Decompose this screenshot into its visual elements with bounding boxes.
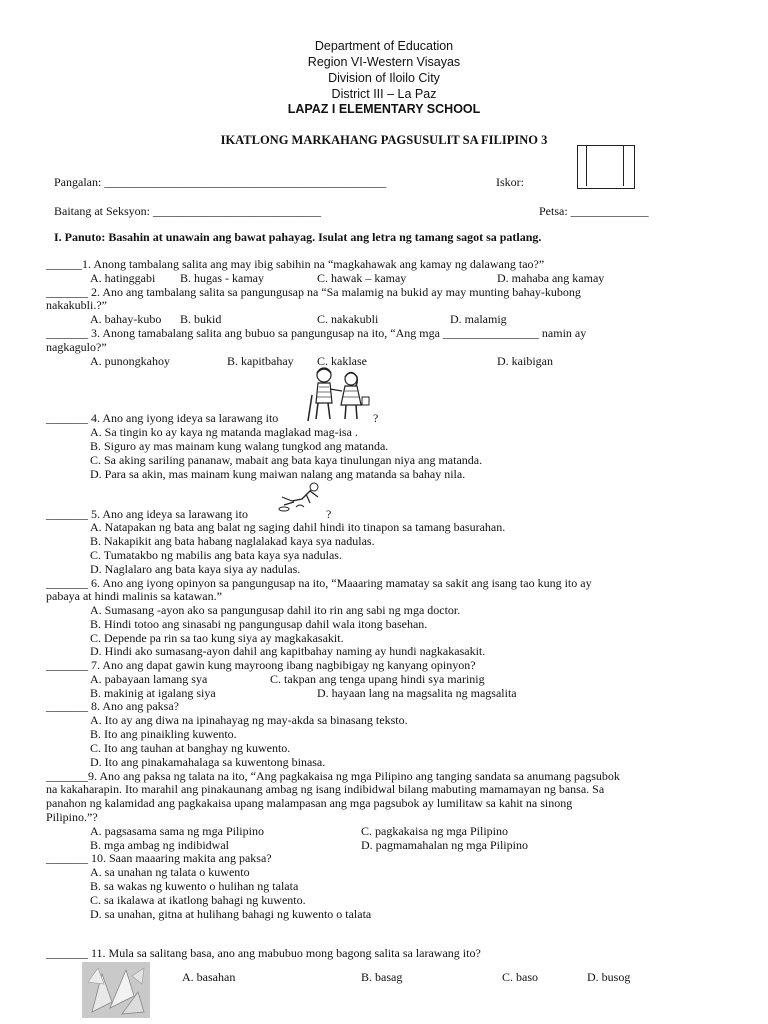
score-box[interactable] [577,145,635,189]
broken-glass-picture [82,962,150,1018]
old-man-and-child-picture [306,365,372,423]
q10-choice-c[interactable]: C. sa ikalawa at ikatlong bahagi ng kuwento. [90,893,306,907]
score-label: Iskor: [496,175,524,189]
q8-choice-d[interactable]: D. Ito ang pinakamahalaga sa kuwentong binasa. [90,755,326,769]
q4-choice-a[interactable]: A. Sa tingin ko ay kaya ng matanda maglakad mag-isa . [90,425,358,439]
q6-stem-line1: _______ 6. Ano ang iyong opinyon sa pangungusap na ito, “Maaaring mamatay sa sakit ang isang tao kung ito ay [46,576,592,590]
q9-stem-line1: _______9. Ano ang paksa ng talata na ito, “Ang pagkakaisa ng mga Pilipino ang tanging sandata sa anumang pagsubok [46,769,620,783]
header-division: Division of Iloilo City [328,71,440,85]
child-slipping-picture [276,481,324,513]
q6-choice-c[interactable]: C. Depende pa rin sa tao kung siya ay magkakasakit. [90,631,344,645]
header-district: District III – La Paz [331,87,437,101]
q1-choice-b[interactable]: B. hugas - kamay [180,271,264,285]
q5-choice-c[interactable]: C. Tumatakbo ng mabilis ang bata kaya sya nadulas. [90,548,342,562]
q11-choice-d[interactable]: D. busog [587,970,631,984]
q9-choice-c[interactable]: C. pagkakaisa ng mga Pilipino [361,824,508,838]
q9-choice-a[interactable]: A. pagsasama sama ng mga Pilipino [90,824,264,838]
q5-choice-d[interactable]: D. Naglalaro ang bata kaya siya ay nadulas. [90,562,301,576]
q6-choice-d[interactable]: D. Hindi ako sumasang-ayon dahil ang kapitbahay naming ay hundi nagkakasakit. [90,644,486,658]
q11-choice-a[interactable]: A. basahan [182,970,236,984]
q3-choice-d[interactable]: D. kaibigan [497,354,553,368]
exam-title: IKATLONG MARKAHANG PAGSUSULIT SA FILIPINO 3 [220,133,548,147]
q1-choice-a[interactable]: A. hatinggabi [90,271,156,285]
q7-choice-a[interactable]: A. pabayaan lamang sya [90,672,208,686]
q1-choice-d[interactable]: D. mahaba ang kamay [497,271,605,285]
q6-choice-a[interactable]: A. Sumasang -ayon ako sa pangungusap dahil ito rin ang sabi ng mga doctor. [90,603,461,617]
q8-choice-a[interactable]: A. Ito ay ang diwa na ipinahayag ng may-akda sa binasang teksto. [90,713,408,727]
q10-choice-b[interactable]: B. sa wakas ng kuwento o hulihan ng talata [90,879,299,893]
q6-choice-b[interactable]: B. Hindi totoo ang sinasabi ng pangungusap dahil wala itong basehan. [90,617,428,631]
header-dept: Department of Education [314,39,454,53]
q7-choice-d[interactable]: D. hayaan lang na magsalita ng magsalita [317,686,517,700]
q10-stem: _______ 10. Saan maaaring makita ang paksa? [46,851,272,865]
q1-choice-c[interactable]: C. hawak – kamay [317,271,407,285]
q6-stem-line2: pabaya at hindi malinis sa katawan.” [46,589,222,603]
q8-stem: _______ 8. Ano ang paksa? [46,699,179,713]
q5-choice-a[interactable]: A. Natapakan ng bata ang balat ng saging dahil hindi ito tinapon sa tamang basurahan. [90,520,506,534]
header-region: Region VI-Western Visayas [307,55,461,69]
q9-choice-d[interactable]: D. pagmamahalan ng mga Pilipino [361,838,528,852]
school-name: LAPAZ I ELEMENTARY SCHOOL [287,102,481,116]
q1-stem: ______1. Anong tambalang salita ang may ibig sabihin na “magkahawak ang kamay ng dalawang tao?” [46,257,545,271]
q3-choice-b[interactable]: B. kapitbahay [227,354,294,368]
q5-choice-b[interactable]: B. Nakapikit ang bata habang naglalakad kaya sya nadulas. [90,534,375,548]
name-field[interactable]: Pangalan: _______________________________________________ [54,175,387,189]
q11-choice-c[interactable]: C. baso [502,970,538,984]
q2-choice-c[interactable]: C. nakakubli [317,312,379,326]
q4-stem: _______ 4. Ano ang iyong ideya sa larawang ito [46,411,279,425]
q3-stem-line2: nagkagulo?” [46,340,107,354]
q10-choice-d[interactable]: D. sa unahan, gitna at hulihang bahagi ng kuwento o talata [90,907,372,921]
q9-stem-line4: Pilipino.”? [46,810,98,824]
q10-choice-a[interactable]: A. sa unahan ng talata o kuwento [90,865,250,879]
q5-question-mark: ? [326,507,332,521]
date-field[interactable]: Petsa: _____________ [539,204,649,218]
q4-choice-b[interactable]: B. Siguro ay mas mainam kung walang tungkod ang matanda. [90,439,389,453]
q2-stem-line1: _______ 2. Ano ang tambalang salita sa pangungusap na “Sa malamig na bukid ay may munting bahay-kubong [46,285,581,299]
q5-stem: _______ 5. Ano ang ideya sa larawang ito [46,507,248,521]
q3-stem-line1: _______ 3. Anong tamabalang salita ang bubuo sa pangungusap na ito, “Ang mga ________________ namin ay [46,326,587,340]
q2-stem-line2: nakakubli.?” [46,298,107,312]
q3-choice-a[interactable]: A. punongkahoy [90,354,170,368]
instructions: I. Panuto: Basahin at unawain ang bawat pahayag. Isulat ang letra ng tamang sagot sa patlang. [54,230,542,244]
q3-choice-c[interactable]: C. kaklase [317,354,367,368]
q8-choice-c[interactable]: C. Ito ang tauhan at banghay ng kuwento. [90,741,291,755]
q2-choice-b[interactable]: B. bukid [180,312,222,326]
q2-choice-d[interactable]: D. malamig [450,312,507,326]
q11-choice-b[interactable]: B. basag [361,970,403,984]
q4-choice-c[interactable]: C. Sa aking sariling pananaw, mabait ang bata kaya tinulungan niya ang matanda. [90,453,483,467]
q9-stem-line2: na kakaharapin. Ito marahil ang pinakaunang ambag ng isang indibidwal bilang mabuting mamamayan ng bansa. Sa [46,782,605,796]
q4-question-mark: ? [373,411,379,425]
q7-choice-c[interactable]: C. takpan ang tenga upang hindi sya marinig [270,672,485,686]
q2-choice-a[interactable]: A. bahay-kubo [90,312,162,326]
section-field[interactable]: Baitang at Seksyon: ____________________________ [54,204,321,218]
q7-stem: _______ 7. Ano ang dapat gawin kung mayroong ibang nagbibigay ng kanyang opinyon? [46,658,476,672]
q7-choice-b[interactable]: B. makinig at igalang siya [90,686,216,700]
q9-stem-line3: panahon ng kalamidad ang pagkakaisa upang malampasan ang mga pagsubok ay lumilitaw sa kahit na sinong [46,796,573,810]
q4-choice-d[interactable]: D. Para sa akin, mas mainam kung maiwan nalang ang matanda sa bahay nila. [90,467,466,481]
q11-stem: _______ 11. Mula sa salitang basa, ano ang mabubuo mong bagong salita sa larawang ito? [46,946,481,960]
q8-choice-b[interactable]: B. Ito ang pinaikling kuwento. [90,727,237,741]
q9-choice-b[interactable]: B. mga ambag ng indibidwal [90,838,229,852]
